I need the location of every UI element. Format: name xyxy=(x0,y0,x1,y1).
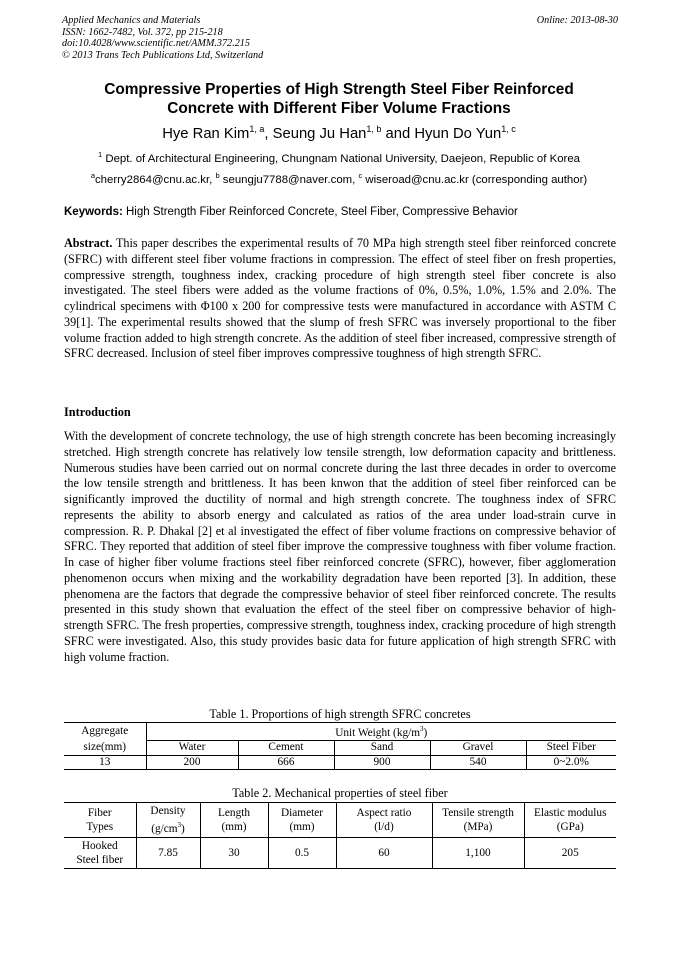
table-row xyxy=(64,723,616,741)
title-line-1: Compressive Properties of High Strength Steel Fiber Reinforced xyxy=(104,81,574,98)
table-cell: 1,100 xyxy=(432,837,524,868)
table-header-cell xyxy=(268,803,336,838)
row-label-line: Steel fiber xyxy=(76,853,124,866)
email-c: wiseroad@cnu.ac.kr (corresponding author) xyxy=(362,173,588,186)
header-line xyxy=(137,818,200,836)
keywords-text: High Strength Fiber Reinforced Concrete, Steel Fiber, Compressive Behavior xyxy=(122,206,518,218)
table-cell: Gravel xyxy=(430,741,526,756)
table-cell: 540 xyxy=(430,755,526,770)
table-cell: Sand xyxy=(334,741,430,756)
table-header-cell xyxy=(136,803,200,838)
affiliation xyxy=(30,150,648,165)
affiliation-text: Dept. of Architectural Engineering, Chungnam National University, Daejeon, Republic of Korea xyxy=(102,152,580,165)
author-sup: 1, a xyxy=(249,124,265,134)
header-line: Length xyxy=(218,806,250,819)
header-line: Density xyxy=(150,805,186,817)
table2-caption: Table 2. Mechanical properties of steel fiber xyxy=(232,786,448,800)
table-row xyxy=(64,803,616,838)
email-b: seungju7788@naver.com, xyxy=(219,173,359,186)
table-row xyxy=(64,741,616,756)
table-cell: size(mm) xyxy=(64,741,146,756)
table-row xyxy=(64,837,616,868)
abstract xyxy=(64,236,616,362)
header-line: (l/d) xyxy=(374,820,394,833)
density-close: ) xyxy=(181,822,185,835)
table-header-cell xyxy=(336,803,432,838)
table-cell xyxy=(146,723,616,741)
title-line-2: Concrete with Different Fiber Volume Fractions xyxy=(167,100,511,117)
author-name: Seung Ju Han xyxy=(272,125,367,142)
table1-caption: Table 1. Proportions of high strength SFRC concretes xyxy=(209,707,471,721)
table-cell: Cement xyxy=(238,741,334,756)
unit-close: ) xyxy=(423,726,428,739)
journal-name: Applied Mechanics and Materials xyxy=(62,15,201,26)
header-line: Aspect ratio xyxy=(356,806,412,819)
journal-header xyxy=(62,15,618,61)
author-emails xyxy=(30,171,648,186)
table-cell: Steel Fiber xyxy=(526,741,616,756)
table-cell: 7.85 xyxy=(136,837,200,868)
issn: ISSN: 1662-7482, Vol. 372, pp 215-218 xyxy=(62,26,223,38)
table-header-cell xyxy=(64,803,136,838)
table-cell xyxy=(64,837,136,868)
table-cell: 900 xyxy=(334,755,430,770)
table-cell: 30 xyxy=(200,837,268,868)
email-sup: a xyxy=(90,171,95,180)
header-line: Fiber xyxy=(87,806,112,819)
header-line: (GPa) xyxy=(556,820,584,833)
table2 xyxy=(64,802,616,869)
header-line: (mm) xyxy=(221,820,247,833)
table-cell: Aggregate xyxy=(64,723,146,741)
unit-sup: 3 xyxy=(420,725,424,733)
table-cell: 0~2.0% xyxy=(553,755,589,768)
author-sep: and xyxy=(381,125,415,142)
email-a: cherry2864@cnu.ac.kr, xyxy=(94,173,216,186)
copyright: © 2013 Trans Tech Publications Ltd, Switzerland xyxy=(62,49,264,61)
introduction-text: With the development of concrete technology, the use of high strength concrete has been becoming increasingly stretched. High strength concrete has relatively low tensile strength, low deformation capacity and brittleness. Numerous studies have been carried out on normal concrete during the last three decades in order to overcome the low tensile strength and brittleness. It has been knwon that the addition of steel fiber reinforced can be significantly improved the ductility of normal and high strength concrete. The toughness index of SFRC represents the ability to absorb energy and calculated as ratios of the area under load-strain curve in compression. R. P. Dhakal [2] et al investigated the effect of fiber volume fractions on compressive behavior of SFRC. They reported that addition of steel fiber improve the compressive toughness with fiber volume fraction. In case of higher fiber volume fractions steel fiber reinforced concrete (SFRC), however, fiber agglomeration phenomenon occurs when mixing and the workability degradation have been reported [3]. In addition, these phenomena are the factors that degrade the compressive behavior of steel fiber reinforced concrete. The results presented in this study shown that evaluation the effect of the steel fiber on compressive behavior of high-strength SFRC. The fresh properties, compressive strength, toughness index, cracking procedure of high strength SFRC were investigated. Also, this study provides basic data for future application of high strength SFRC with high volume fraction. xyxy=(64,429,616,664)
authors xyxy=(30,124,648,142)
unit-weight-label: Unit Weight (kg/m xyxy=(335,726,421,739)
table-cell: 200 xyxy=(146,755,238,770)
abstract-label: Abstract. xyxy=(64,236,113,250)
density-sup: 3 xyxy=(177,821,182,829)
email-sup: c xyxy=(358,171,363,180)
table-row xyxy=(64,755,616,770)
header-line: Diameter xyxy=(280,806,324,819)
table-cell: 205 xyxy=(561,846,579,859)
table-cell: 13 xyxy=(64,755,146,770)
row-label-line: Hooked xyxy=(81,839,118,852)
section-heading-introduction: Introduction xyxy=(64,405,131,419)
affiliation-sup: 1 xyxy=(98,150,103,159)
keywords-label: Keywords: xyxy=(64,206,123,218)
density-unit: (g/cm xyxy=(151,822,178,835)
author-name: Hyun Do Yun xyxy=(414,125,502,142)
table-header-cell xyxy=(200,803,268,838)
table1 xyxy=(64,722,616,770)
author-sep: , xyxy=(264,125,273,142)
doi: doi:10.4028/www.scientific.net/AMM.372.215 xyxy=(62,38,250,50)
email-sup: b xyxy=(215,171,220,180)
header-line: (mm) xyxy=(289,820,315,833)
header-line: (MPa) xyxy=(463,820,493,833)
online-date: Online: 2013-08-30 xyxy=(536,15,618,26)
table-cell: 666 xyxy=(238,755,334,770)
header-line: Types xyxy=(86,820,114,833)
table-header-cell xyxy=(432,803,524,838)
header-line: Elastic modulus xyxy=(534,806,607,819)
header-line: Tensile strength xyxy=(442,806,514,819)
author-sup: 1, c xyxy=(501,124,516,134)
table-cell: 0.5 xyxy=(268,837,336,868)
table-cell: Water xyxy=(146,741,238,756)
table-header-cell xyxy=(524,803,616,838)
paper-title xyxy=(30,80,648,118)
keywords xyxy=(64,206,616,218)
abstract-text: This paper describes the experimental results of 70 MPa high strength steel fiber reinforced concrete (SFRC) with different steel fiber volume fractions in compression. The effect of steel fiber on fresh properties, compressive strength, toughness index, cracking procedure of high strength steel fiber concrete is also investigated. The steel fibers were added as the volume fractions of 0%, 0.5%, 1.0%, 1.5% and 2.0%. The cylindrical specimens with Φ100 x 200 for compressive tests were manufactured in accordance with ASTM C 39[1]. The experimental results showed that the slump of fresh SFRC was inversely proportional to the fiber volume fraction added to high strength concrete. As the addition of steel fiber increased, compressive strength of SFRC decreased. Inclusion of steel fiber improves compressive toughness of high strength SFRC. xyxy=(64,236,616,361)
author-sup: 1, b xyxy=(366,124,382,134)
author-name: Hye Ran Kim xyxy=(162,125,250,142)
table-cell: 60 xyxy=(336,837,432,868)
